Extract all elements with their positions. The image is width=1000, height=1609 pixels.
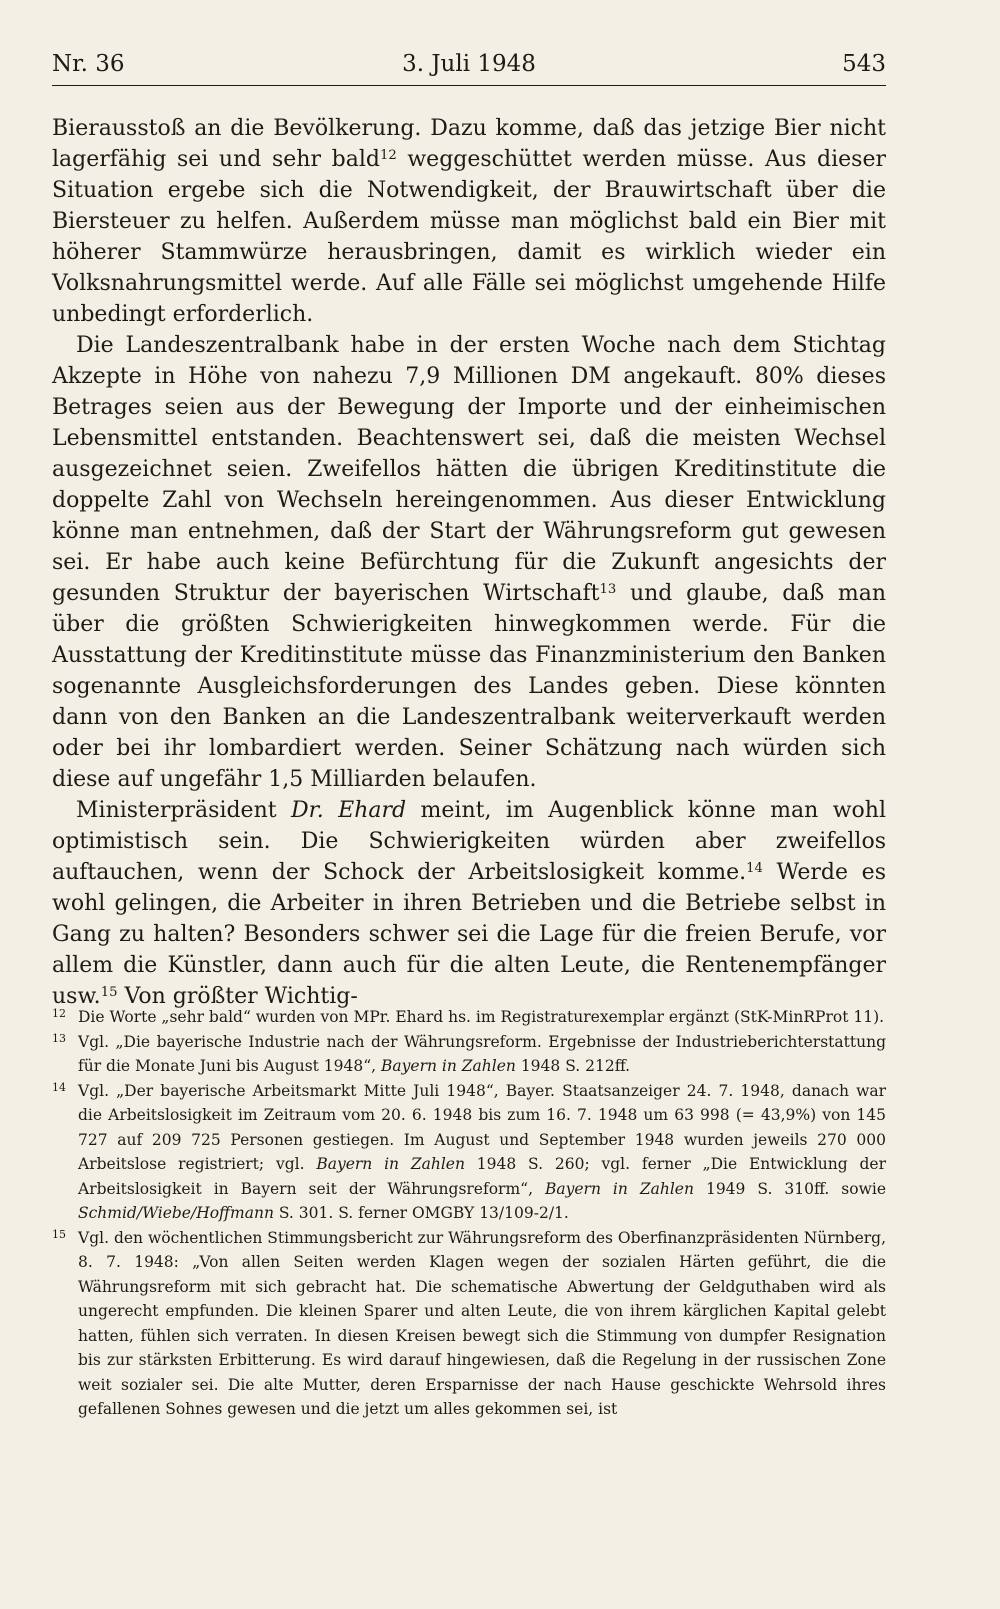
- issue-number: Nr. 36: [52, 51, 125, 77]
- paragraph: Ministerpräsident Dr. Ehard meint, im Augenblick könne man wohl optimistisch sein. Die Schwierigkeiten würden aber zweifellos auftauchen, wenn der Schock der Arbeitslosigkeit komme.$^{14}$ Werde es wohl gelingen, die Arbeiter in ihren Betrieben und die Betriebe selbst in Gang zu halten? Besonders schwer sei die Lage für die freien Berufe, vor allem die Künstler, dann auch für die alten Leute, die Rentenempfänger usw.$^{15}$ Von größter Wichtig-: [52, 798, 886, 1009]
- footnote-number: 12: [52, 1007, 66, 1020]
- footnote-number: 14: [52, 1080, 66, 1094]
- footnote: 14 Vgl. „Der bayerische Arbeitsmarkt Mitte Juli 1948“, Bayer. Staatsanzeiger 24. 7. 1948, danach war die Arbeitslosigkeit im Zeitraum vom 20. 6. 1948 bis zum 16. 7. 1948 um 63 998 (= 43,9%) von 145 727 auf 209 725 Personen gestiegen. Im August und September 1948 wurden jeweils 270 000 Arbeitslose registriert; vgl. Bayern in Zahlen 1948 S. 260; vgl. ferner „Die Entwicklung der Arbeitslosigkeit in Bayern seit der Währungsreform“, Bayern in Zahlen 1949 S. 310ff. sowie Schmid/Wiebe/Hoffmann S. 301. S. ferner OMGBY 13/109-2/1.: [52, 1080, 886, 1222]
- footnote-ref: 15: [100, 984, 118, 1000]
- paragraph: Bierausstoß an die Bevölkerung. Dazu komme, daß das jetzige Bier nicht lagerfähig sei und sehr bald$^{12}$ weggeschüttet werden müsse. Aus dieser Situation ergebe sich die Notwendigkeit, der Brauwirtschaft über die Biersteuer zu helfen. Außerdem müsse man möglichst bald ein Bier mit höherer Stammwürze herausbringen, damit es wirklich wieder ein Volksnahrungsmittel werde. Auf alle Fälle sei möglichst umgehende Hilfe unbedingt erforderlich.: [52, 116, 886, 327]
- header-rule: [52, 85, 886, 86]
- footnote-number: 13: [52, 1031, 66, 1045]
- footnote-number: 15: [52, 1227, 66, 1241]
- person-name: Dr. Ehard: [291, 798, 407, 823]
- page-number: 543: [842, 51, 886, 77]
- footnote-ref: 12: [379, 147, 397, 163]
- document-page: [52, 0, 886, 1609]
- footnote: 12 Die Worte „sehr bald“ wurden von MPr. Ehard hs. im Registraturexemplar ergänzt (StK-MinRProt 11).: [52, 1007, 885, 1026]
- footnote: 15 Vgl. den wöchentlichen Stimmungsbericht zur Währungsreform des Oberfinanzpräsidenten Nürnberg, 8. 7. 1948: „Von allen Seiten werden Klagen wegen der sozialen Härten geführt, die die Währungsreform mit sich gebracht hat. Die schematische Abwertung der Geldguthaben wird als ungerecht empfunden. Die kleinen Sparer und alten Leute, die von ihrem kärglichen Kapital gelebt hatten, fühlen sich verraten. In diesen Kreisen bewegt sich die Stimmung von dumpfer Resignation bis zur stärksten Erbitterung. Es wird darauf hingewiesen, daß die Regelung in der russischen Zone weit sozialer sei. Die alte Mutter, deren Ersparnisse der nach Hause geschickte Wehrsold ihres gefallenen Sohnes gewesen und die jetzt um alles gekommen sei, ist: [52, 1227, 886, 1418]
- issue-date: 3. Juli 1948: [402, 51, 536, 77]
- running-head: [52, 47, 886, 81]
- footnote-ref: 13: [599, 581, 617, 597]
- paragraph: Die Landeszentralbank habe in der ersten Woche nach dem Stichtag Akzepte in Höhe von nahezu 7,9 Millionen DM angekauft. 80% dieses Betrages seien aus der Bewegung der Importe und der einheimischen Lebensmittel entstanden. Beachtenswert sei, daß die meisten Wechsel ausgezeichnet seien. Zweifellos hätten die übrigen Kreditinstitute die doppelte Zahl von Wechseln hereingenommen. Aus dieser Entwicklung könne man entnehmen, daß der Start der Währungsreform gut gewesen sei. Er habe auch keine Befürchtung für die Zukunft angesichts der gesunden Struktur der bayerischen Wirtschaft$^{13}$ und glaube, daß man über die größten Schwierigkeiten hinwegkommen werde. Für die Ausstattung der Kreditinstitute müsse das Finanzministerium den Banken sogenannte Ausgleichsforderungen des Landes geben. Diese könnten dann von den Banken an die Landeszentralbank weiterverkauft werden oder bei ihr lombardiert werden. Seiner Schätzung nach würden sich diese auf ungefähr 1,5 Milliarden belaufen.: [52, 333, 886, 792]
- footnote: 13 Vgl. „Die bayerische Industrie nach der Währungsreform. Ergebnisse der Industrieberichterstattung für die Monate Juni bis August 1948“, Bayern in Zahlen 1948 S. 212ff.: [52, 1031, 886, 1075]
- main-text: [52, 113, 886, 1012]
- footnotes: [52, 1005, 886, 1422]
- footnote-ref: 14: [746, 860, 763, 876]
